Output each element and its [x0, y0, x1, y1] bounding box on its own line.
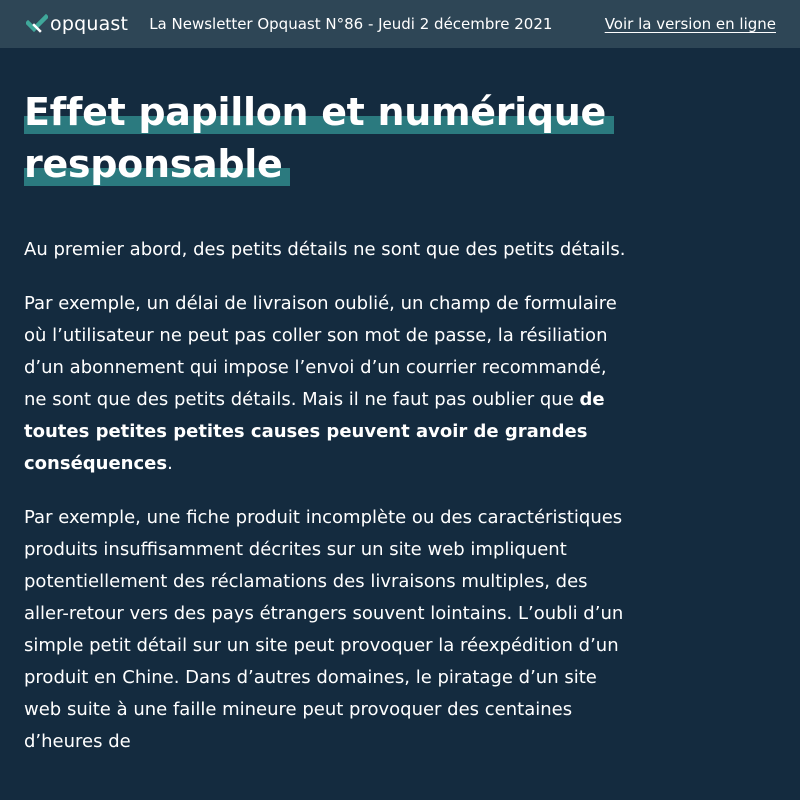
article	[24, 86, 634, 780]
opquast-check-icon	[26, 14, 48, 34]
paragraph-2-end: .	[167, 453, 173, 474]
logo-text: opquast	[50, 13, 129, 35]
opquast-logo[interactable]	[26, 0, 128, 48]
article-title	[24, 86, 634, 190]
view-online-link[interactable]: Voir la version en ligne	[604, 15, 776, 33]
issue-info: La Newsletter Opquast N°86 - Jeudi 2 décembre 2021	[149, 15, 553, 33]
paragraph-2-text: Par exemple, un délai de livraison oublié, un champ de formulaire où l’utilisateur ne peut pas coller son mot de passe, la résiliation d’un abonnement qui impose l’envoi d’un courrier recommandé, ne sont que des petits détails. Mais il ne faut pas oublier que	[24, 293, 617, 410]
newsletter-header	[0, 0, 800, 48]
article-title-text: Effet papillon et numérique responsable	[24, 90, 614, 186]
paragraph-3: Par exemple, une fiche produit incomplète ou des caractéristiques produits insuffisamment décrites sur un site web impliquent potentiellement des réclamations des livraisons multiples, des aller-retour vers des pays étrangers souvent lointains. L’oubli d’un simple petit détail sur un site peut provoquer la réexpédition d’un produit en Chine. Dans d’autres domaines, le piratage d’un site web suite à une faille mineure peut provoquer des centaines d’heures de	[24, 507, 624, 752]
paragraph-2-emphasis: de toutes petites petites causes peuvent avoir de grandes conséquences	[24, 389, 605, 474]
paragraph-1: Au premier abord, des petits détails ne sont que des petits détails.	[24, 239, 626, 260]
paragraph-2	[24, 288, 634, 480]
